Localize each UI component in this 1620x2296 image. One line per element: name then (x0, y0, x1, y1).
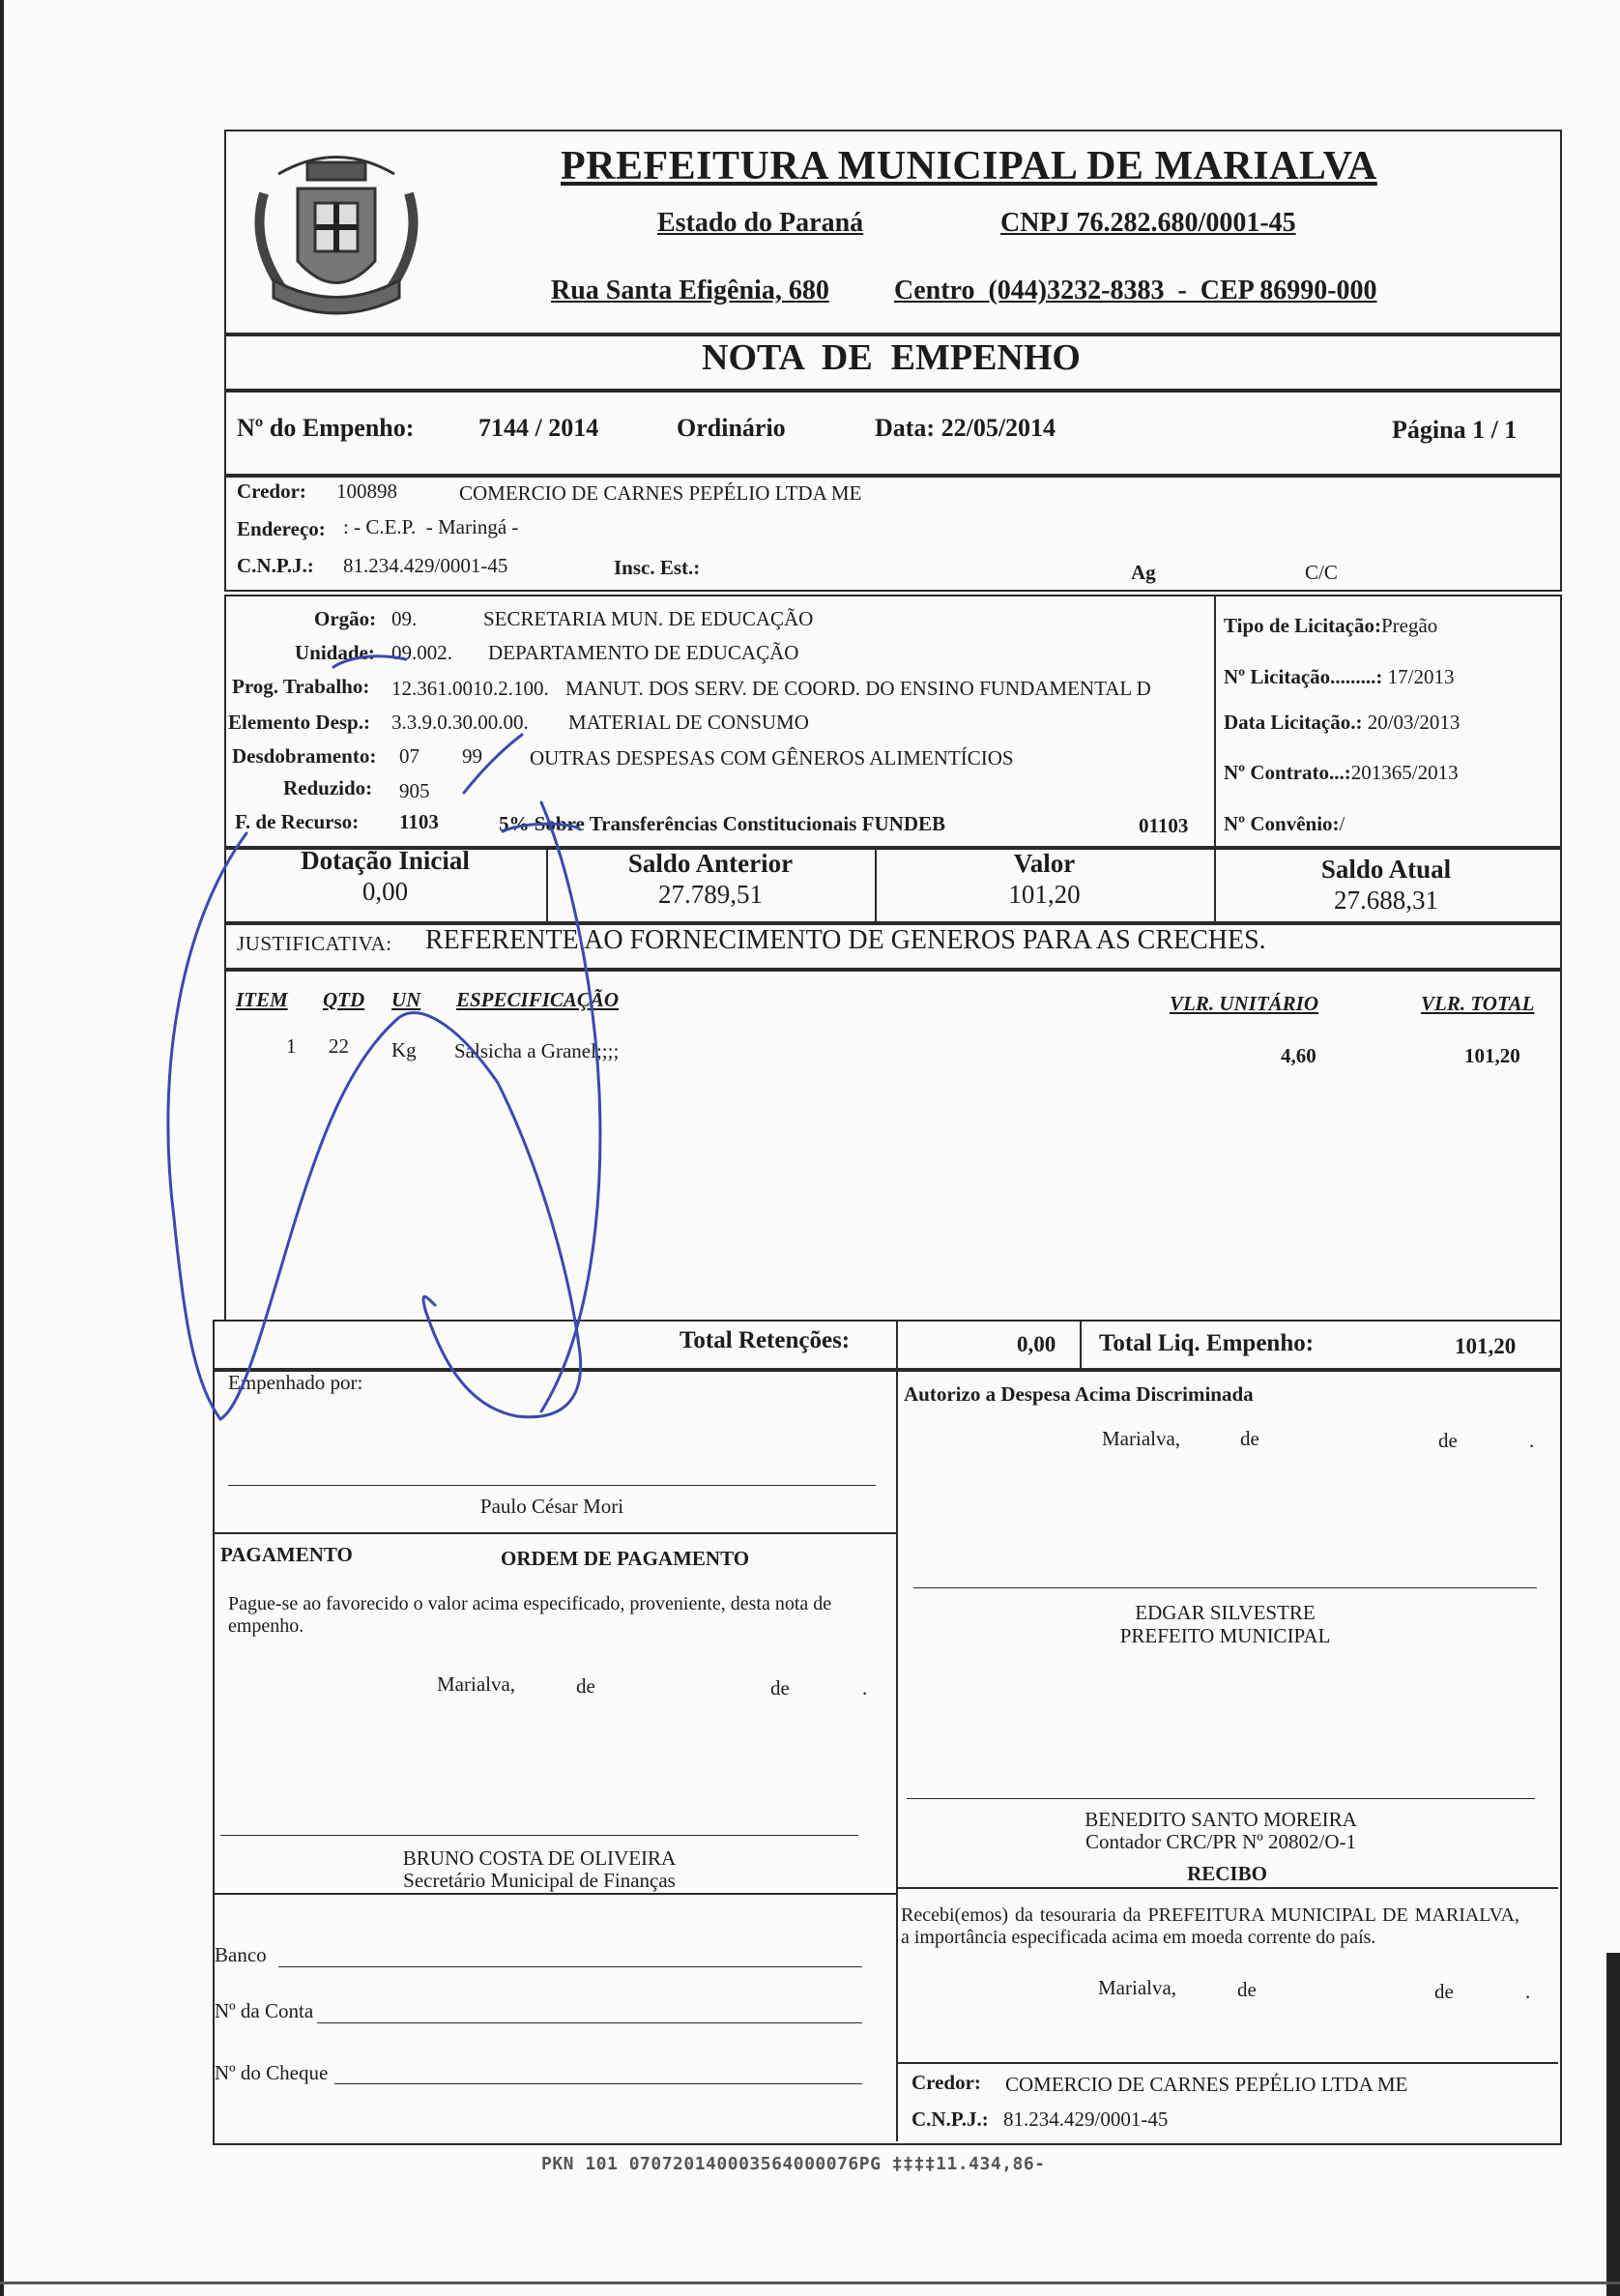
coat-of-arms-icon (240, 135, 433, 329)
conta-label: Nº da Conta (215, 1999, 314, 2022)
recibo-de1: de (1237, 1978, 1257, 2001)
cheque-label: Nº do Cheque (215, 2061, 329, 2084)
contrato-value: 201365/2013 (1350, 761, 1459, 784)
credor-cnpj: 81.234.429/0001-45 (343, 554, 508, 577)
autorizo-dot: . (1529, 1429, 1535, 1452)
col-un: UN (391, 988, 421, 1011)
address-label: Endereço: (237, 517, 326, 540)
justificativa-label: JUSTIFICATIVA: (237, 932, 392, 955)
item-number: 1 (286, 1034, 297, 1058)
footer-credor-label: Credor: (911, 2071, 981, 2094)
licitacao-num-label: Nº Licitação.........: (1224, 665, 1383, 688)
licitacao-tipo-label: Tipo de Licitação: (1224, 614, 1381, 637)
item-especificacao: Salsicha a Granel;;;; (454, 1039, 620, 1062)
valor-label: Valor (1013, 849, 1076, 878)
contador-name: BENEDITO SANTO MOREIRA (1085, 1808, 1357, 1831)
scan-edge-bottom (0, 2281, 1620, 2284)
credor-code: 100898 (336, 480, 397, 503)
valor-value: 101,20 (1008, 880, 1081, 909)
conta-line (317, 2022, 862, 2023)
desdobramento-name: OUTRAS DESPESAS COM GÊNEROS ALIMENTÍCIOS (530, 746, 1014, 770)
banco-line (278, 1966, 862, 1967)
autorizo-de1: de (1240, 1427, 1259, 1450)
convenio-label: Nº Convênio: (1224, 812, 1340, 835)
pagamento-dot: . (862, 1676, 868, 1700)
contrato-label: Nº Contrato...: (1224, 761, 1351, 784)
bank-stamp: PKN 101 070720140003564000076PG ‡‡‡‡11.434,86- (541, 2154, 1046, 2174)
empenho-date: Data: 22/05/2014 (875, 414, 1056, 442)
pagamento-de2: de (770, 1676, 790, 1700)
totals-box (213, 1320, 1562, 1372)
pagamento-de1: de (576, 1674, 595, 1698)
banco-label: Banco (215, 1943, 267, 1966)
unidade-name: DEPARTAMENTO DE EDUCAÇÃO (488, 641, 799, 664)
saldo-atual-value: 27.688,31 (1334, 886, 1438, 915)
insc-est-label: Insc. Est.: (614, 556, 701, 579)
item-un: Kg (391, 1038, 417, 1061)
recibo-de2: de (1434, 1980, 1454, 2003)
scan-edge-right (1606, 1953, 1620, 2296)
elemento-code: 3.3.9.0.30.00.00. (391, 711, 529, 734)
secretario-role: Secretário Municipal de Finanças (403, 1869, 676, 1892)
prog-label: Prog. Trabalho: (232, 675, 370, 698)
address-value: : - C.E.P. - Maringá - (343, 515, 519, 538)
items-box (224, 968, 1562, 1322)
total-retencoes-value: 0,00 (1017, 1332, 1056, 1356)
licitacao-tipo: Pregão (1380, 614, 1438, 637)
elemento-name: MATERIAL DE CONSUMO (568, 711, 809, 734)
col-vlr-unitario: VLR. UNITÁRIO (1170, 992, 1319, 1015)
orgao-name: SECRETARIA MUN. DE EDUCAÇÃO (483, 607, 814, 630)
page-number: Página 1 / 1 (1392, 416, 1518, 444)
secretario-name: BRUNO COSTA DE OLIVEIRA (402, 1846, 677, 1870)
convenio-value: / (1339, 812, 1345, 835)
orgao-code: 09. (391, 607, 418, 630)
doc-title: NOTA DE EMPENHO (702, 337, 1081, 378)
prog-code: 12.361.0010.2.100. (391, 677, 549, 700)
empenhado-name: Paulo César Mori (479, 1495, 624, 1518)
footer-credor-name: COMERCIO DE CARNES PEPÉLIO LTDA ME (1005, 2073, 1408, 2096)
agency-label: Ag (1131, 561, 1156, 584)
ordem-pagamento-label: ORDEM DE PAGAMENTO (501, 1547, 750, 1570)
recibo-text: Recebi(emos) da tesouraria da PREFEITURA MUNICIPAL DE MARIALVA, a importância especificada acima em moeda corrente do país. (901, 1904, 1519, 1948)
recibo-label: RECIBO (1187, 1862, 1267, 1885)
empenho-label: Nº do Empenho: (237, 414, 415, 442)
empenhado-label: Empenhado por: (228, 1371, 363, 1394)
desdobramento-a: 07 (399, 744, 419, 768)
col-especificacao: ESPECIFICAÇÃO (456, 988, 620, 1011)
recibo-dot: . (1525, 1980, 1531, 2003)
prefeito-role: PREFEITO MUNICIPAL (1119, 1624, 1331, 1647)
dotacao-value: 0,00 (362, 877, 409, 906)
credor-cnpj-label: C.N.P.J.: (237, 554, 314, 577)
desdobramento-label: Desdobramento: (232, 744, 377, 768)
elemento-label: Elemento Desp.: (228, 711, 370, 734)
scan-edge-left (0, 0, 4, 2296)
saldo-anterior-value: 27.789,51 (658, 880, 763, 909)
total-liq-value: 101,20 (1455, 1334, 1517, 1358)
cnpj-header: CNPJ 76.282.680/0001-45 (1000, 208, 1296, 238)
desdobramento-b: 99 (462, 744, 482, 768)
page-title: PREFEITURA MUNICIPAL DE MARIALVA (561, 144, 1377, 189)
item-qtd: 22 (329, 1034, 349, 1058)
unidade-label: Unidade: (295, 641, 375, 664)
licitacao-num: 17/2013 (1387, 665, 1455, 688)
total-retencoes-label: Total Retenções: (680, 1327, 851, 1353)
autorizo-place: Marialva, (1102, 1427, 1181, 1450)
credor-label: Credor: (237, 480, 306, 503)
contador-role: Contador CRC/PR Nº 20802/O-1 (1085, 1830, 1357, 1853)
contact-info: Centro (044)3232-8383 - CEP 86990-000 (894, 276, 1377, 305)
col-item: ITEM (236, 988, 288, 1011)
footer-cnpj: 81.234.429/0001-45 (1003, 2107, 1169, 2131)
prefeito-signature-line (913, 1587, 1537, 1588)
licitacao-data: 20/03/2013 (1367, 711, 1461, 734)
reduzido-value: 905 (399, 779, 430, 802)
col-vlr-total: VLR. TOTAL (1421, 992, 1535, 1015)
secretario-signature-line (220, 1835, 858, 1836)
street-address: Rua Santa Efigênia, 680 (551, 276, 829, 305)
empenhado-signature-line (228, 1485, 876, 1486)
recurso-name: 5% Sobre Transferências Constitucionais FUNDEB (499, 812, 946, 835)
pagamento-label: PAGAMENTO (220, 1543, 353, 1566)
item-vlr-total: 101,20 (1464, 1044, 1520, 1067)
contador-signature-line (907, 1798, 1535, 1799)
footer-cnpj-label: C.N.P.J.: (911, 2107, 989, 2131)
autorizo-de2: de (1438, 1429, 1458, 1452)
reduzido-label: Reduzido: (283, 776, 373, 799)
account-label: C/C (1305, 561, 1338, 584)
recurso-code2: 01103 (1139, 814, 1189, 837)
orgao-label: Orgão: (314, 607, 377, 630)
dotacao-label: Dotação Inicial (301, 846, 470, 875)
recurso-code: 1103 (399, 810, 439, 833)
saldo-anterior-label: Saldo Anterior (627, 849, 794, 878)
saldo-atual-label: Saldo Atual (1320, 855, 1452, 884)
item-vlr-unitario: 4,60 (1281, 1044, 1316, 1067)
total-liq-label: Total Liq. Empenho: (1099, 1330, 1315, 1356)
cheque-line (334, 2083, 862, 2084)
recurso-label: F. de Recurso: (235, 810, 360, 833)
justificativa-text: REFERENTE AO FORNECIMENTO DE GENEROS PARA AS CRECHES. (425, 925, 1266, 955)
col-qtd: QTD (323, 988, 365, 1011)
state-label: Estado do Paraná (657, 208, 864, 238)
empenho-type: Ordinário (677, 414, 786, 442)
licitacao-data-label: Data Licitação.: (1224, 711, 1363, 734)
recibo-place: Marialva, (1098, 1976, 1177, 1999)
pagamento-place: Marialva, (437, 1672, 516, 1696)
empenho-number: 7144 / 2014 (478, 414, 599, 442)
prog-name: MANUT. DOS SERV. DE COORD. DO ENSINO FUNDAMENTAL D (565, 677, 1151, 700)
credor-name: COMERCIO DE CARNES PEPÉLIO LTDA ME (459, 481, 862, 505)
pagamento-text: Pague-se ao favorecido o valor acima especificado, proveniente, desta nota de empenho. (228, 1593, 832, 1637)
unidade-code: 09.002. (391, 641, 452, 664)
prefeito-name: EDGAR SILVESTRE (1135, 1601, 1316, 1624)
autorizo-label: Autorizo a Despesa Acima Discriminada (904, 1382, 1254, 1406)
